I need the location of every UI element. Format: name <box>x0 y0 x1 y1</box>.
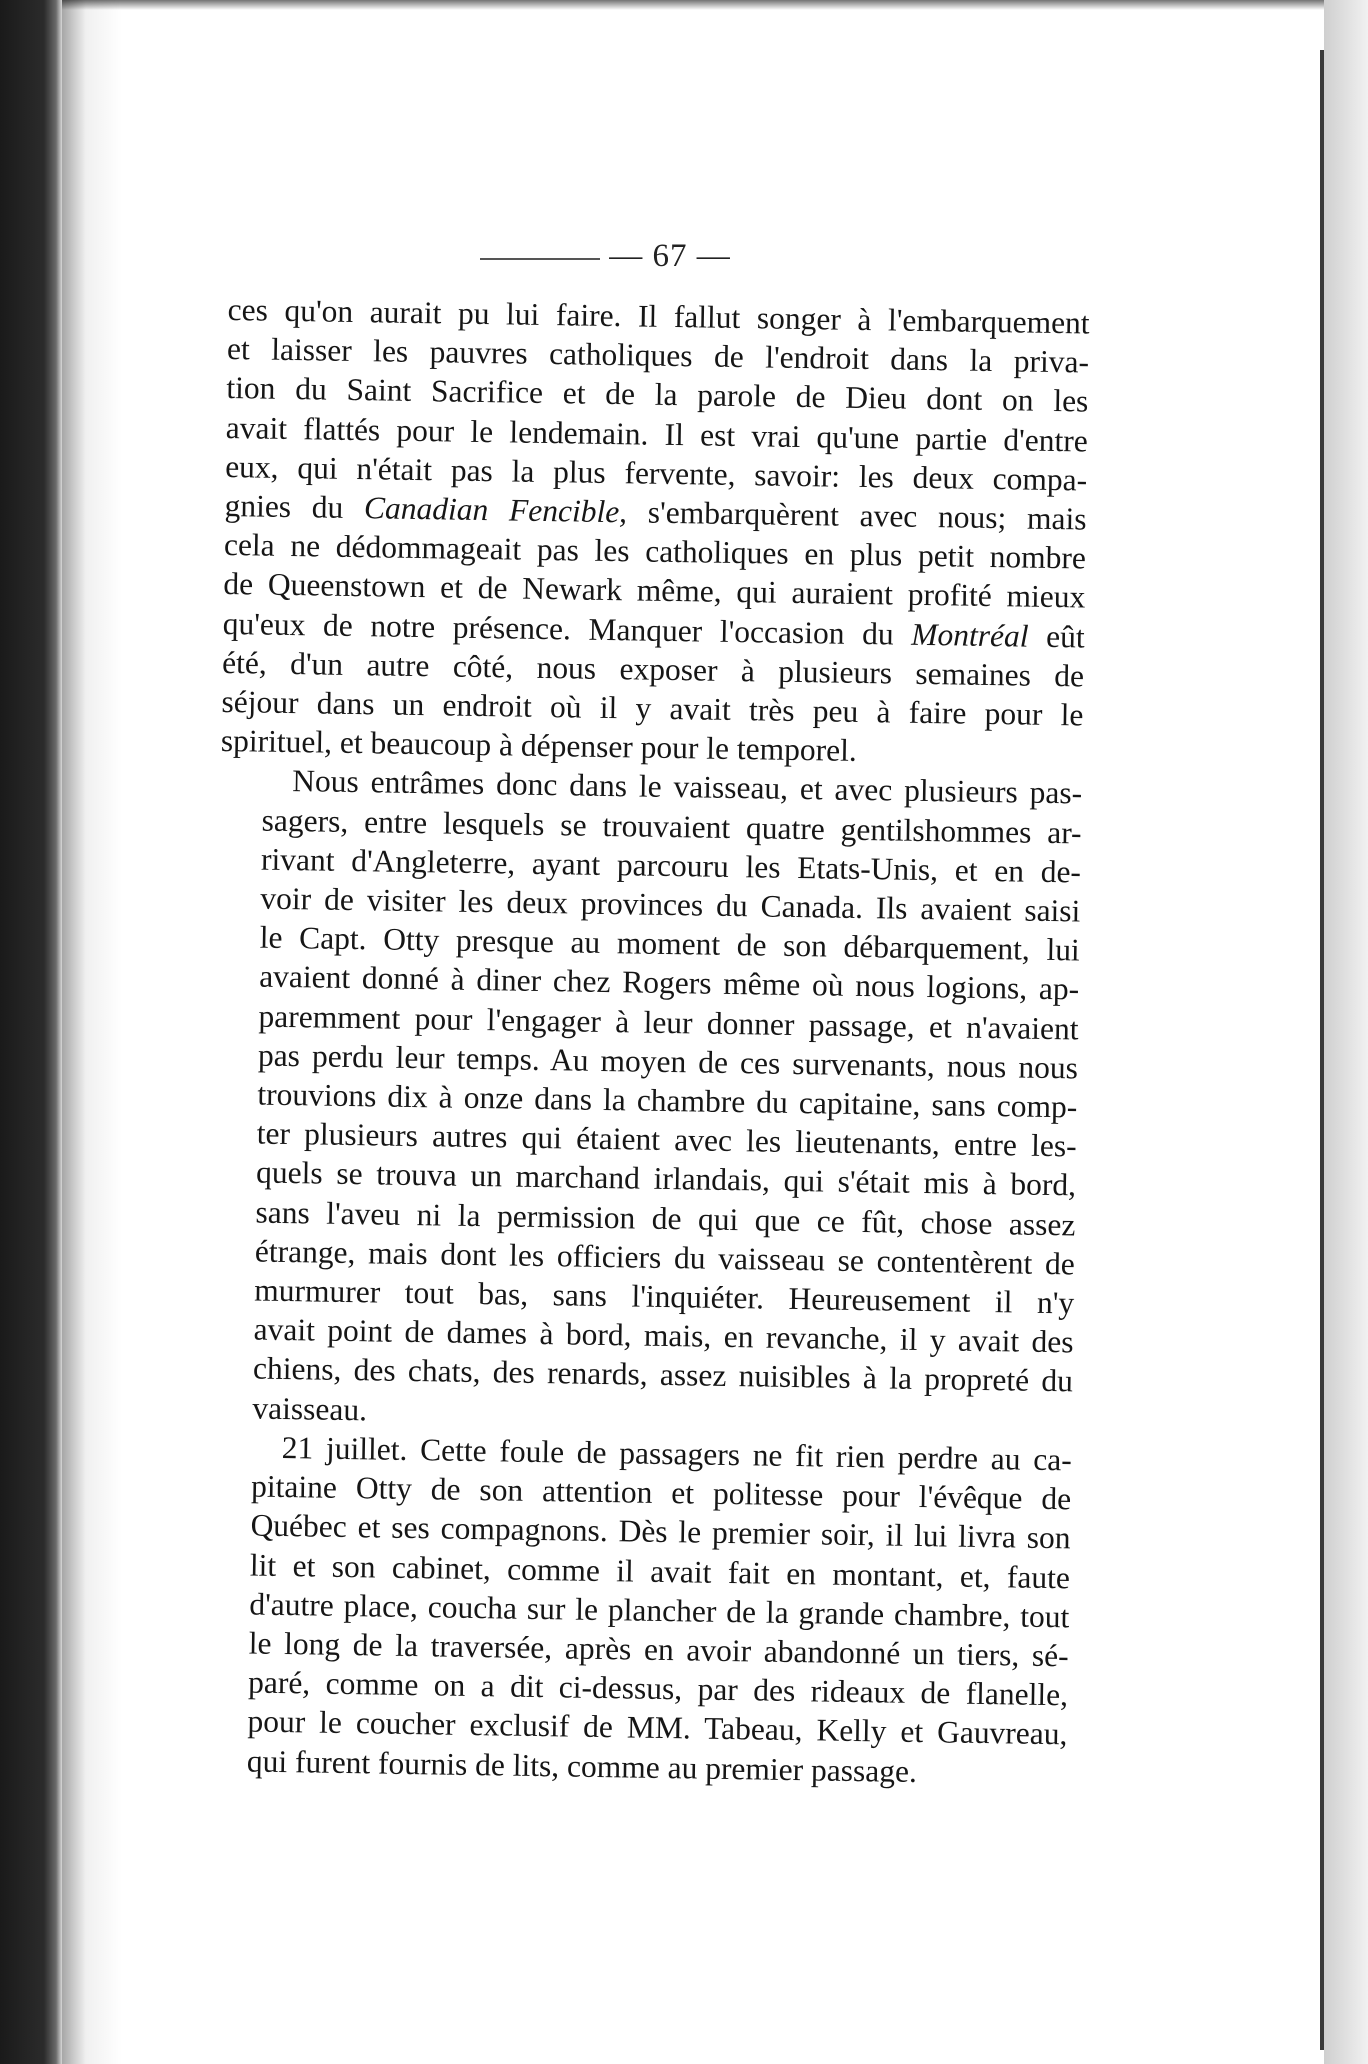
text-line: cela ne dédommageait pas les catholiques en plus petit nombre <box>223 527 1087 576</box>
text-line: Québec et ses compagnons. Dès le premier soir, il lui livra son <box>250 1507 1071 1556</box>
text-line: rivant d'Angleterre, ayant parcouru les Etats-Unis, et en de- <box>260 841 1082 890</box>
text-line: chiens, des chats, des renards, assez nuisibles à la propreté du <box>252 1351 1074 1399</box>
text-line: paremment pour l'engager à leur donner passage, et n'avaient <box>258 998 1079 1047</box>
ship-name-italic: Canadian Fencible, <box>363 490 628 530</box>
ship-name-italic: Montréal <box>911 616 1029 654</box>
text-line: sans l'aveu ni la permission de qui que ce fût, chose assez <box>255 1194 1076 1243</box>
text-line: quels se trouva un marchand irlandais, qui s'était mis à bord, <box>255 1155 1077 1203</box>
text-fragment: gnies du <box>224 487 344 525</box>
text-line: eux, qui n'était pas la plus fervente, savoir: les deux compa- <box>224 448 1088 498</box>
paragraph-3 <box>205 1427 1072 1793</box>
text-line: pas perdu leur temps. Au moyen de ces survenants, nous nous <box>257 1037 1079 1086</box>
text-line: pour le coucher exclusif de MM. Tabeau, Kelly et Gauvreau, <box>247 1703 1068 1752</box>
text-line: le Capt. Otty presque au moment de son débarquement, lui <box>259 919 1081 968</box>
text-fragment: s'embarquèrent avec nous; mais <box>647 494 1087 537</box>
text-line: de Queenstown et de Newark même, qui auraient profité mieux <box>223 566 1086 615</box>
text-line: et laisser les pauvres catholiques de l'endroit dans la priva- <box>226 331 1090 380</box>
top-shadow <box>62 0 1324 10</box>
text-line: été, d'un autre côté, nous exposer à plusieurs semaines de <box>221 644 1085 694</box>
text-line: spirituel, et beaucoup à dépenser pour le temporel. <box>220 723 858 769</box>
text-line: tion du Saint Sacrifice et de la parole de Dieu dont on les <box>226 370 1089 419</box>
text-line: Nous entrâmes donc dans le vaisseau, et avec plusieurs pas- <box>292 763 1083 811</box>
page-shadow <box>62 0 122 2064</box>
text-line: étrange, mais dont les officiers du vaisseau se contentèrent de <box>254 1233 1076 1282</box>
paragraph-2 <box>210 760 1082 1440</box>
text-line: trouvions dix à onze dans la chambre du capitaine, sans comp- <box>257 1076 1078 1125</box>
text-line: le long de la traversée, après en avoir abandonné un tiers, sé- <box>248 1625 1069 1674</box>
text-line: avait point de dames à bord, mais, en revanche, il y avait des <box>253 1311 1074 1360</box>
text-line: ter plusieurs autres qui étaient avec les lieutenants, entre les- <box>256 1115 1077 1164</box>
text-fragment: qu'eux de notre présence. Manquer l'occasion du <box>222 605 894 652</box>
text-line: ces qu'on aurait pu lui faire. Il fallut songer à l'embarquement <box>227 291 1090 341</box>
text-line: d'autre place, coucha sur le plancher de la grande chambre, tout <box>249 1586 1070 1635</box>
page-number: — 67 — <box>609 238 731 274</box>
text-line: 21 juillet. Cette foule de passagers ne fit rien perdre au ca- <box>281 1429 1073 1478</box>
text-line: avaient donné à diner chez Rogers même où nous logions, ap- <box>258 959 1080 1007</box>
text-line: séjour dans un endroit où il y avait très peu à faire pour le <box>221 683 1084 733</box>
text-line: lit et son cabinet, comme il avait fait en montant, et, faute <box>249 1547 1071 1595</box>
text-line: vaisseau. <box>252 1390 368 1428</box>
text-line: paré, comme on a dit ci-dessus, par des rideaux de flanelle, <box>247 1664 1069 1713</box>
text-line: qui furent fournis de lits, comme au premier passage. <box>246 1742 918 1789</box>
paragraph-1 <box>221 290 1090 774</box>
text-fragment: eût <box>1045 618 1085 655</box>
text-line: murmurer tout bas, sans l'inquiéter. Heureusement il n'y <box>254 1272 1075 1321</box>
scanner-background <box>1324 0 1368 2064</box>
text-line: avait flattés pour le lendemain. Il est vrai qu'une partie d'entre <box>225 409 1089 459</box>
text-line: pitaine Otty de son attention et politesse pour l'évêque de <box>250 1468 1072 1517</box>
body-text <box>205 290 1090 1793</box>
text-line: voir de visiter les deux provinces du Canada. Ils avaient saisi <box>260 880 1081 929</box>
binding-gutter <box>0 0 62 2064</box>
text-line: sagers, entre lesquels se trouvaient quatre gentilshommes ar- <box>261 802 1082 851</box>
